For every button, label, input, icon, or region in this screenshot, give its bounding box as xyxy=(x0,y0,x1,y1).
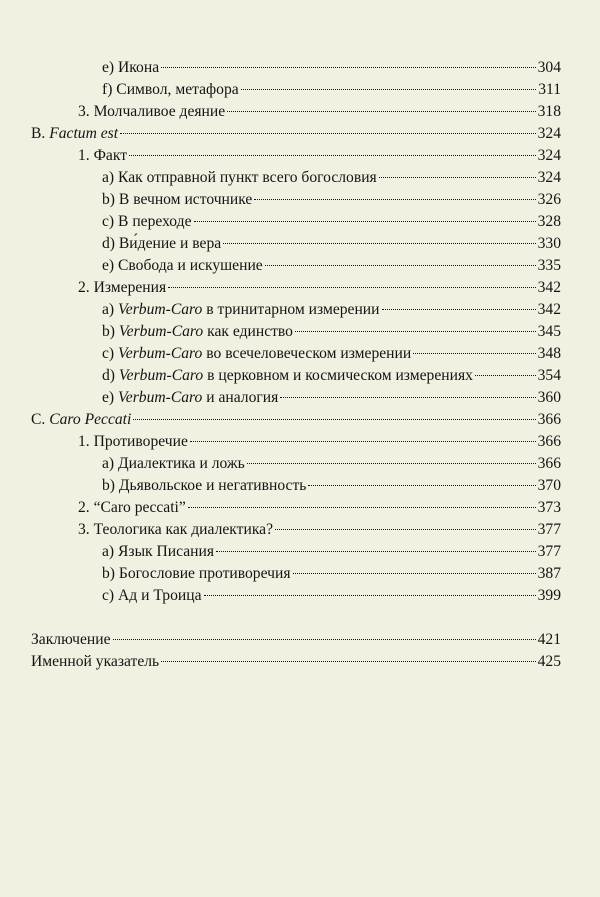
toc-entry-text: Богословие противоречия xyxy=(118,565,291,582)
toc-entry-text: Язык Писания xyxy=(118,543,215,560)
toc-entry-text: Ад и Троица xyxy=(118,587,202,604)
toc-entry-text: Молчаливое деяние xyxy=(93,103,226,120)
toc-entry-title xyxy=(102,475,306,497)
toc-page-number: 387 xyxy=(537,565,561,582)
toc-entry[interactable] xyxy=(31,651,561,673)
toc-entry-number: d) xyxy=(102,235,119,252)
toc-entry-title xyxy=(102,453,245,475)
dot-leader xyxy=(247,463,536,464)
dot-leader xyxy=(120,133,536,134)
dot-leader xyxy=(161,661,535,662)
toc-entry[interactable] xyxy=(31,387,561,409)
dot-leader xyxy=(241,89,537,90)
toc-entry-text: Символ, метафора xyxy=(116,81,239,98)
toc-entry[interactable] xyxy=(31,233,561,255)
dot-leader xyxy=(227,111,535,112)
toc-entry-number: B. xyxy=(31,125,50,142)
toc-entry[interactable] xyxy=(31,277,561,299)
dot-leader xyxy=(223,243,535,244)
dot-leader xyxy=(133,419,535,420)
toc-entry-title xyxy=(78,431,188,453)
toc-entry-title xyxy=(102,365,473,387)
toc-entry-number: C. xyxy=(31,411,50,428)
toc-entry-text: Свобода и искушение xyxy=(118,257,263,274)
toc-entry-text: В переходе xyxy=(118,213,192,230)
toc-entry-number: b) xyxy=(102,477,119,494)
dot-leader xyxy=(475,375,536,376)
toc-entry-text: В вечном источнике xyxy=(118,191,253,208)
toc-entry-title xyxy=(78,101,225,123)
dot-leader xyxy=(216,551,536,552)
toc-page-number: 377 xyxy=(537,521,561,538)
toc-entry-title xyxy=(102,167,377,189)
toc-entry[interactable] xyxy=(31,101,561,123)
toc-entry[interactable] xyxy=(31,585,561,607)
toc-entry-text: и аналогия xyxy=(202,389,279,406)
toc-entry-title xyxy=(102,299,380,321)
toc-entry-text: Диалектика и ложь xyxy=(118,455,245,472)
toc-page-number: 360 xyxy=(537,389,561,406)
toc-entry-title xyxy=(102,387,278,409)
toc-entry[interactable] xyxy=(31,365,561,387)
toc-page-number: 304 xyxy=(537,59,561,76)
toc-entry-title xyxy=(31,123,118,145)
toc-entry[interactable] xyxy=(31,321,561,343)
toc-entry-italic-term: Verbum-Caro xyxy=(118,323,204,340)
toc-entry-title xyxy=(102,563,291,585)
toc-entry-text: Заключение xyxy=(31,631,111,648)
toc-entry[interactable] xyxy=(31,79,561,101)
toc-page-number: 373 xyxy=(537,499,561,516)
toc-page-number: 330 xyxy=(537,235,561,252)
toc-page-number: 318 xyxy=(537,103,561,120)
toc-entry-text: Как отправной пункт всего богословия xyxy=(118,169,377,186)
toc-entry-number: d) xyxy=(102,367,119,384)
toc-entry-title xyxy=(31,651,159,673)
toc-entry-italic-term: Verbum-Caro xyxy=(118,301,203,318)
toc-entry-number: a) xyxy=(102,301,119,318)
toc-entry-title xyxy=(78,519,273,541)
toc-entry[interactable] xyxy=(31,123,561,145)
toc-entry-text: Икона xyxy=(118,59,160,76)
toc-entry-number: c) xyxy=(102,587,119,604)
dot-leader xyxy=(275,529,536,530)
toc-entry-italic-term: Caro Peccati xyxy=(49,411,132,428)
toc-page-number: 324 xyxy=(537,169,561,186)
dot-leader xyxy=(168,287,535,288)
toc-entry-title xyxy=(31,409,131,431)
toc-entry-number: c) xyxy=(102,345,119,362)
toc-entry-text: Теологика как диалектика? xyxy=(93,521,274,538)
toc-entry-title xyxy=(102,189,252,211)
toc-entry-title xyxy=(78,277,166,299)
toc-page-number: 377 xyxy=(537,543,561,560)
toc-entry-number: b) xyxy=(102,323,119,340)
toc-entry-number: a) xyxy=(102,455,119,472)
toc-page-number: 366 xyxy=(537,455,561,472)
toc-page-number: 354 xyxy=(537,367,561,384)
toc-entry-title xyxy=(102,541,214,563)
toc-entry-number: f) xyxy=(102,81,117,98)
toc-entry-number: 2. xyxy=(78,499,94,516)
toc-entry-title xyxy=(78,145,127,167)
toc-entry-number: 1. xyxy=(78,433,94,450)
dot-leader xyxy=(413,353,535,354)
toc-entry-italic-term: Verbum-Caro xyxy=(118,367,204,384)
toc-page-number: 370 xyxy=(537,477,561,494)
dot-leader xyxy=(129,155,536,156)
toc-entry[interactable] xyxy=(31,167,561,189)
toc-entry-title xyxy=(102,343,411,365)
toc-page-number: 399 xyxy=(537,587,561,604)
toc-entry[interactable] xyxy=(31,299,561,321)
toc-entry-number: a) xyxy=(102,543,119,560)
dot-leader xyxy=(254,199,535,200)
toc-entry-text: Именной указатель xyxy=(31,653,160,670)
toc-entry-number: c) xyxy=(102,213,119,230)
toc-page-number: 342 xyxy=(537,279,561,296)
toc-entry[interactable] xyxy=(31,189,561,211)
toc-entry[interactable] xyxy=(31,145,561,167)
dot-leader xyxy=(280,397,535,398)
toc-entry[interactable] xyxy=(31,211,561,233)
toc-page-number: 311 xyxy=(538,81,561,98)
toc-entry[interactable] xyxy=(31,475,561,497)
dot-leader xyxy=(382,309,536,310)
toc-entry-text: Ви́дение и вера xyxy=(118,235,222,252)
toc-entry-number: b) xyxy=(102,565,119,582)
toc-entry[interactable] xyxy=(31,343,561,365)
toc-entry[interactable] xyxy=(31,519,561,541)
toc-entry-number: 3. xyxy=(78,521,94,538)
toc-entry-title xyxy=(102,321,293,343)
toc-page-number: 348 xyxy=(537,345,561,362)
toc-page-number: 366 xyxy=(537,433,561,450)
toc-entry-italic-term: Verbum-Caro xyxy=(118,345,203,362)
toc-entry-text: во всечеловеческом измерении xyxy=(202,345,412,362)
toc-entry[interactable] xyxy=(31,431,561,453)
toc-entry-number: 3. xyxy=(78,103,94,120)
toc-page-number: 326 xyxy=(537,191,561,208)
toc-entry-text: Противоречие xyxy=(93,433,188,450)
toc-entry-text: Дьявольское и негативность xyxy=(118,477,307,494)
table-of-contents xyxy=(31,57,561,673)
dot-leader xyxy=(161,67,535,68)
toc-page-number: 342 xyxy=(537,301,561,318)
dot-leader xyxy=(295,331,536,332)
toc-entry-title xyxy=(102,79,239,101)
toc-entry[interactable] xyxy=(31,629,561,651)
dot-leader xyxy=(188,507,536,508)
toc-entry[interactable] xyxy=(31,255,561,277)
toc-entry-text: Факт xyxy=(93,147,128,164)
toc-page-number: 366 xyxy=(537,411,561,428)
dot-leader xyxy=(308,485,535,486)
toc-entry-title xyxy=(102,255,263,277)
dot-leader xyxy=(204,595,536,596)
toc-entry-number: e) xyxy=(102,389,119,406)
toc-entry-number: e) xyxy=(102,257,119,274)
toc-entry-title xyxy=(31,629,111,651)
toc-entry-italic-term: Verbum-Caro xyxy=(118,389,203,406)
toc-entry-title xyxy=(102,57,159,79)
toc-entry-text: “Caro peccati” xyxy=(93,499,186,516)
dot-leader xyxy=(293,573,536,574)
toc-entry-title xyxy=(102,233,221,255)
toc-page-number: 345 xyxy=(537,323,561,340)
toc-entry[interactable] xyxy=(31,497,561,519)
toc-entry-title xyxy=(102,211,192,233)
toc-entry[interactable] xyxy=(31,57,561,79)
dot-leader xyxy=(379,177,536,178)
toc-entry-text: Измерения xyxy=(93,279,167,296)
toc-entry-title xyxy=(102,585,202,607)
toc-entry-title xyxy=(78,497,186,519)
toc-page-number: 328 xyxy=(537,213,561,230)
toc-entry-number: b) xyxy=(102,191,119,208)
dot-leader xyxy=(265,265,536,266)
toc-entry-number: 1. xyxy=(78,147,94,164)
toc-page-number: 425 xyxy=(537,653,561,670)
toc-entry-text: в тринитарном измерении xyxy=(202,301,380,318)
toc-entry[interactable] xyxy=(31,541,561,563)
toc-entry-italic-term: Factum est xyxy=(49,125,119,142)
toc-page-number: 324 xyxy=(537,125,561,142)
dot-leader xyxy=(190,441,536,442)
toc-entry[interactable] xyxy=(31,409,561,431)
toc-entry[interactable] xyxy=(31,453,561,475)
toc-spacer xyxy=(31,607,561,629)
toc-entry-number: e) xyxy=(102,59,119,76)
toc-entry-text: как единство xyxy=(203,323,293,340)
toc-entry-text: в церковном и космическом измерениях xyxy=(203,367,473,384)
toc-page-number: 421 xyxy=(537,631,561,648)
toc-page-number: 335 xyxy=(537,257,561,274)
dot-leader xyxy=(194,221,536,222)
toc-entry[interactable] xyxy=(31,563,561,585)
toc-page-number: 324 xyxy=(537,147,561,164)
toc-entry-number: 2. xyxy=(78,279,94,296)
dot-leader xyxy=(113,639,536,640)
toc-entry-number: a) xyxy=(102,169,119,186)
